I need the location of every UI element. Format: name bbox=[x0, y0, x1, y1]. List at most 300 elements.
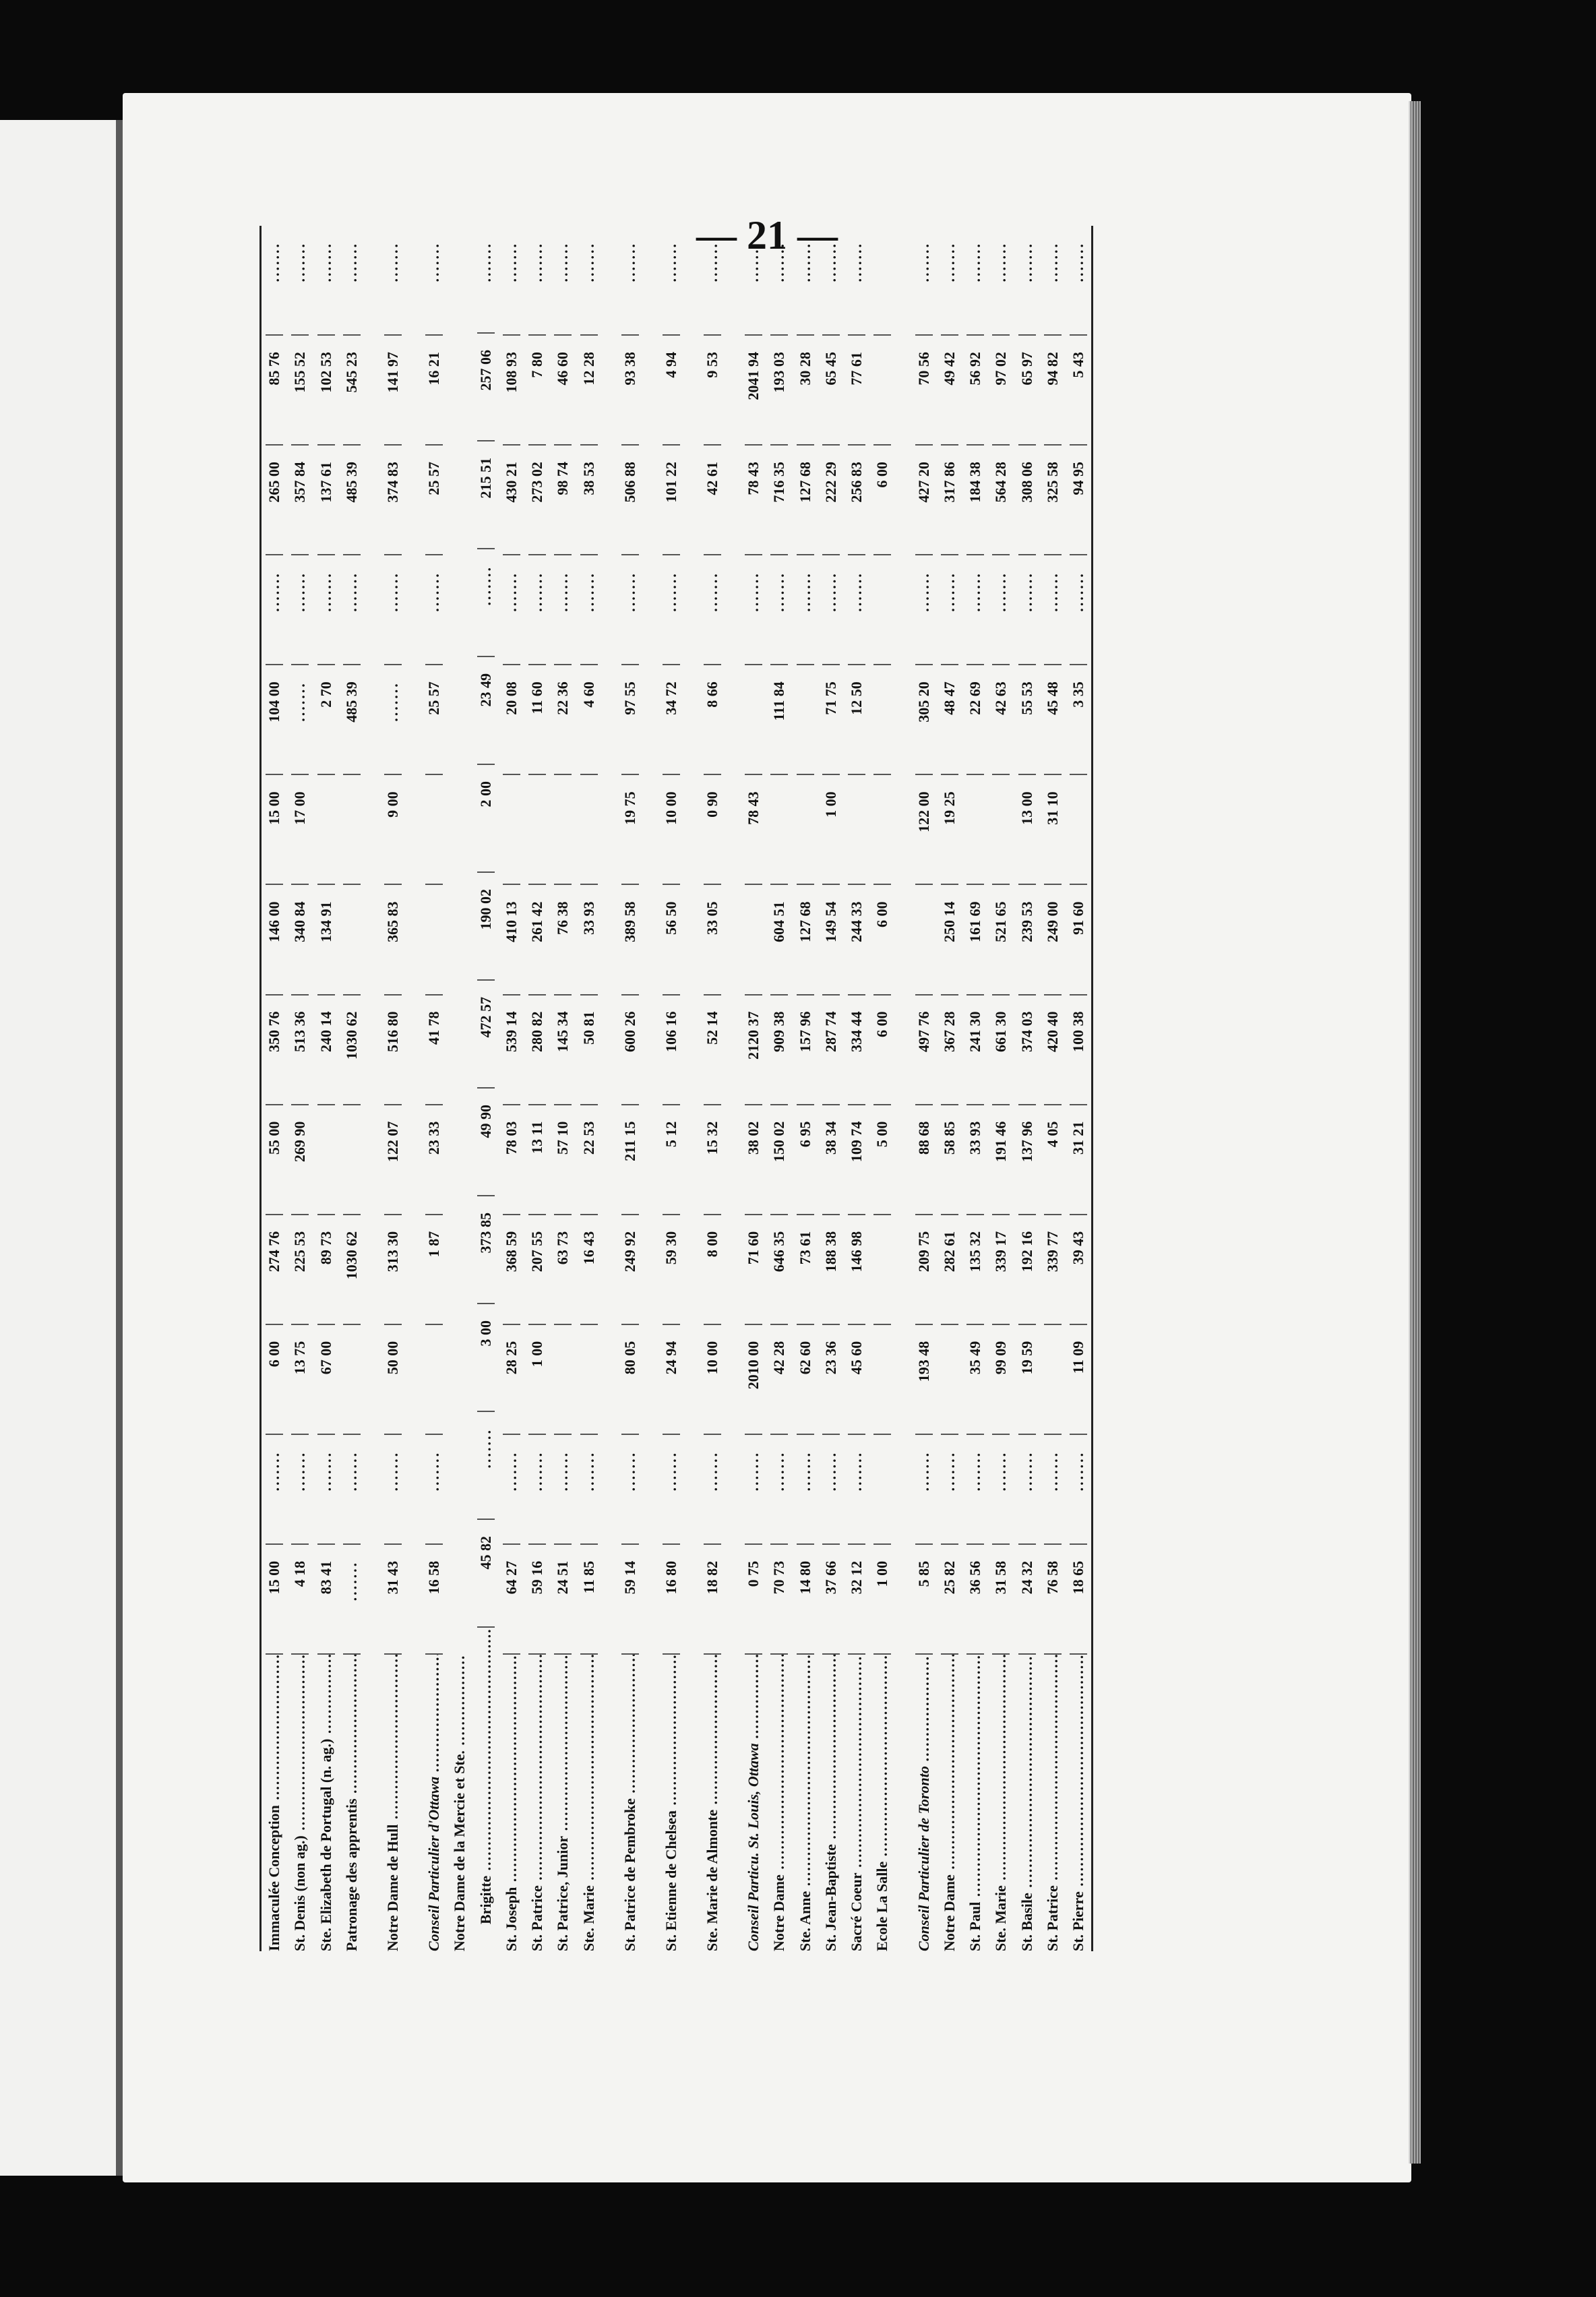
table-cell: 340 84 bbox=[291, 885, 309, 995]
table-cell bbox=[873, 1325, 891, 1435]
table-cell: 8 66 bbox=[704, 665, 721, 775]
table-cell bbox=[966, 555, 984, 665]
table-cell bbox=[384, 226, 402, 336]
table-cell bbox=[317, 1105, 335, 1215]
table-cell: 149 54 bbox=[822, 885, 840, 995]
table-cell bbox=[503, 1435, 520, 1545]
table-cell: 357 84 bbox=[291, 446, 309, 555]
row-cells bbox=[317, 226, 335, 1655]
table-cell: 56 50 bbox=[663, 885, 680, 995]
table-cell bbox=[384, 1435, 402, 1545]
table-cell: 13 11 bbox=[528, 1105, 546, 1215]
table-cell: 33 93 bbox=[966, 1105, 984, 1215]
table-cell: 6 00 bbox=[873, 446, 891, 555]
table-cell bbox=[745, 1435, 762, 1545]
table-cell: 63 73 bbox=[554, 1215, 572, 1325]
table-cell: 73 61 bbox=[797, 1215, 814, 1325]
table-cell bbox=[266, 1435, 283, 1545]
table-cell: 41 78 bbox=[425, 996, 443, 1105]
table-row bbox=[1014, 226, 1039, 1951]
table-cell: 367 28 bbox=[941, 996, 958, 1105]
table-cell bbox=[477, 226, 495, 334]
row-label: Notre Dame de Hull ..... bbox=[384, 1655, 402, 1951]
row-label: Ecole La Salle ..... bbox=[873, 1655, 891, 1951]
table-cell bbox=[317, 1435, 335, 1545]
table-row bbox=[658, 226, 684, 1951]
table-cell bbox=[1018, 226, 1036, 336]
table-cell: 430 21 bbox=[503, 446, 520, 555]
table-cell: 45 60 bbox=[848, 1325, 865, 1435]
table-cell bbox=[291, 665, 309, 775]
table-cell: 193 48 bbox=[915, 1325, 933, 1435]
table-cell: 145 34 bbox=[554, 996, 572, 1105]
table-cell: 222 29 bbox=[822, 446, 840, 555]
table-cell: 0 75 bbox=[745, 1545, 762, 1655]
table-cell: 150 02 bbox=[770, 1105, 788, 1215]
table-cell bbox=[266, 226, 283, 336]
row-label: St. Denis (non ag.) ..... bbox=[291, 1655, 309, 1951]
table-row bbox=[380, 226, 406, 1951]
table-cell: 16 21 bbox=[425, 336, 443, 446]
table-row bbox=[766, 226, 792, 1951]
table-cell: 38 34 bbox=[822, 1105, 840, 1215]
row-label: Ste. Marie ..... bbox=[580, 1655, 598, 1951]
table-cell bbox=[873, 226, 891, 336]
table-cell: 9 53 bbox=[704, 336, 721, 446]
table-cell bbox=[966, 226, 984, 336]
ledger-table bbox=[259, 226, 1136, 1951]
row-cells bbox=[1018, 226, 1036, 1655]
table-cell: 33 93 bbox=[580, 885, 598, 995]
table-cell bbox=[1044, 555, 1062, 665]
table-cell bbox=[343, 1105, 361, 1215]
table-cell: 2 70 bbox=[317, 665, 335, 775]
table-row bbox=[447, 226, 472, 1951]
table-cell: 274 76 bbox=[266, 1215, 283, 1325]
table-cell: 373 85 bbox=[477, 1196, 495, 1304]
row-cells bbox=[704, 226, 721, 1655]
row-label: St. Patrice ..... bbox=[528, 1655, 546, 1951]
table-cell: 485 39 bbox=[343, 665, 361, 775]
table-cell: 25 57 bbox=[425, 446, 443, 555]
row-cells bbox=[528, 226, 546, 1655]
table-row bbox=[1040, 226, 1066, 1951]
table-cell bbox=[291, 555, 309, 665]
table-cell bbox=[992, 226, 1010, 336]
table-cell: 19 25 bbox=[941, 775, 958, 885]
table-cell bbox=[745, 226, 762, 336]
table-cell: 325 58 bbox=[1044, 446, 1062, 555]
table-cell bbox=[663, 1435, 680, 1545]
row-label: St. Patrice, Junior ..... bbox=[554, 1655, 572, 1951]
table-cell bbox=[1018, 1435, 1036, 1545]
table-cell bbox=[554, 226, 572, 336]
table-cell: 111 84 bbox=[770, 665, 788, 775]
facing-page-edge bbox=[0, 120, 123, 2176]
table-cell: 141 97 bbox=[384, 336, 402, 446]
table-cell: 1 00 bbox=[873, 1545, 891, 1655]
table-cell: 71 60 bbox=[745, 1215, 762, 1325]
table-row bbox=[937, 226, 962, 1951]
table-cell: 23 36 bbox=[822, 1325, 840, 1435]
table-cell bbox=[425, 226, 443, 336]
table-cell: 42 28 bbox=[770, 1325, 788, 1435]
table-cell bbox=[770, 555, 788, 665]
table-cell: 13 00 bbox=[1018, 775, 1036, 885]
row-cells bbox=[554, 226, 572, 1655]
table-cell bbox=[745, 665, 762, 775]
table-cell: 49 42 bbox=[941, 336, 958, 446]
table-cell: 137 96 bbox=[1018, 1105, 1036, 1215]
table-cell: 99 09 bbox=[992, 1325, 1010, 1435]
table-cell: 161 69 bbox=[966, 885, 984, 995]
table-cell: 190 02 bbox=[477, 873, 495, 981]
table-cell: 94 95 bbox=[1070, 446, 1087, 555]
table-cell: 42 63 bbox=[992, 665, 1010, 775]
table-cell: 56 92 bbox=[966, 336, 984, 446]
table-cell: 365 83 bbox=[384, 885, 402, 995]
table-cell: 15 00 bbox=[266, 1545, 283, 1655]
table-cell bbox=[317, 226, 335, 336]
table-cell: 261 42 bbox=[528, 885, 546, 995]
table-cell: 57 10 bbox=[554, 1105, 572, 1215]
row-cells bbox=[966, 226, 984, 1655]
table-cell bbox=[580, 555, 598, 665]
table-cell: 71 75 bbox=[822, 665, 840, 775]
table-row bbox=[911, 226, 936, 1951]
table-cell bbox=[1070, 775, 1087, 885]
table-cell bbox=[848, 775, 865, 885]
table-cell: 49 90 bbox=[477, 1089, 495, 1196]
table-cell: 3 35 bbox=[1070, 665, 1087, 775]
row-label: St. Patrice ..... bbox=[1044, 1655, 1062, 1951]
table-row bbox=[576, 226, 601, 1951]
table-cell: 70 73 bbox=[770, 1545, 788, 1655]
row-label: Ste. Marie de Almonte ..... bbox=[704, 1655, 721, 1951]
table-cell bbox=[621, 1435, 639, 1545]
table-cell bbox=[848, 226, 865, 336]
table-cell bbox=[797, 665, 814, 775]
table-cell: 334 44 bbox=[848, 996, 865, 1105]
table-cell: 23 49 bbox=[477, 657, 495, 765]
table-cell: 497 76 bbox=[915, 996, 933, 1105]
row-cells bbox=[291, 226, 309, 1655]
row-label: Notre Dame ..... bbox=[770, 1655, 788, 1951]
table-cell: 146 98 bbox=[848, 1215, 865, 1325]
table-cell: 76 38 bbox=[554, 885, 572, 995]
table-cell: 38 02 bbox=[745, 1105, 762, 1215]
table-cell: 17 00 bbox=[291, 775, 309, 885]
table-cell: 521 65 bbox=[992, 885, 1010, 995]
table-row bbox=[550, 226, 576, 1951]
table-cell bbox=[580, 1325, 598, 1435]
table-cell: 100 38 bbox=[1070, 996, 1087, 1105]
table-cell: 50 00 bbox=[384, 1325, 402, 1435]
table-cell: 410 13 bbox=[503, 885, 520, 995]
table-cell bbox=[941, 226, 958, 336]
table-cell bbox=[915, 555, 933, 665]
row-cells bbox=[503, 226, 520, 1655]
table-cell: 6 00 bbox=[873, 885, 891, 995]
table-cell: 0 90 bbox=[704, 775, 721, 885]
table-cell: 191 46 bbox=[992, 1105, 1010, 1215]
table-cell: 109 74 bbox=[848, 1105, 865, 1215]
table-cell bbox=[528, 775, 546, 885]
table-row bbox=[473, 226, 499, 1951]
table-cell: 6 00 bbox=[873, 996, 891, 1105]
table-cell: 273 02 bbox=[528, 446, 546, 555]
table-cell: 22 69 bbox=[966, 665, 984, 775]
table-cell: 85 76 bbox=[266, 336, 283, 446]
table-cell bbox=[745, 555, 762, 665]
table-cell: 188 38 bbox=[822, 1215, 840, 1325]
table-cell: 20 08 bbox=[503, 665, 520, 775]
table-cell bbox=[797, 1435, 814, 1545]
table-cell: 31 10 bbox=[1044, 775, 1062, 885]
table-cell: 127 68 bbox=[797, 446, 814, 555]
table-cell: 1 87 bbox=[425, 1215, 443, 1325]
table-cell: 545 23 bbox=[343, 336, 361, 446]
table-cell: 89 73 bbox=[317, 1215, 335, 1325]
table-cell: 59 14 bbox=[621, 1545, 639, 1655]
table-cell bbox=[266, 555, 283, 665]
table-cell: 91 60 bbox=[1070, 885, 1087, 995]
table-cell: 55 53 bbox=[1018, 665, 1036, 775]
table-cell: 257 06 bbox=[477, 334, 495, 441]
table-cell: 13 75 bbox=[291, 1325, 309, 1435]
table-cell bbox=[425, 1435, 443, 1545]
table-cell bbox=[343, 775, 361, 885]
row-label: Ste. Elizabeth de Portugal (n. ag.) ..... bbox=[317, 1655, 335, 1951]
table-cell: 33 05 bbox=[704, 885, 721, 995]
table-cell bbox=[1070, 1435, 1087, 1545]
table-cell: 62 60 bbox=[797, 1325, 814, 1435]
table-cell: 31 43 bbox=[384, 1545, 402, 1655]
table-cell: 8 00 bbox=[704, 1215, 721, 1325]
row-label: St. Jean-Baptiste ..... bbox=[822, 1655, 840, 1951]
row-cells bbox=[822, 226, 840, 1655]
table-cell: 50 81 bbox=[580, 996, 598, 1105]
table-cell: 211 15 bbox=[621, 1105, 639, 1215]
table-cell: 36 56 bbox=[966, 1545, 984, 1655]
row-label: Notre Dame de la Mercie et Ste. ..... bbox=[451, 1655, 468, 1951]
table-cell bbox=[580, 775, 598, 885]
table-cell bbox=[822, 1435, 840, 1545]
table-cell: 420 40 bbox=[1044, 996, 1062, 1105]
row-label: St. Patrice de Pembroke ..... bbox=[621, 1655, 639, 1951]
row-cells bbox=[745, 226, 762, 1655]
table-cell: 12 50 bbox=[848, 665, 865, 775]
table-cell: 76 58 bbox=[1044, 1545, 1062, 1655]
row-cells bbox=[425, 226, 443, 1655]
table-cell bbox=[745, 885, 762, 995]
table-cell bbox=[477, 1412, 495, 1520]
table-cell: 78 03 bbox=[503, 1105, 520, 1215]
row-cells bbox=[1044, 226, 1062, 1655]
table-cell bbox=[704, 555, 721, 665]
table-row bbox=[962, 226, 988, 1951]
table-cell: 18 82 bbox=[704, 1545, 721, 1655]
table-cell: 646 35 bbox=[770, 1215, 788, 1325]
table-cell bbox=[992, 555, 1010, 665]
page-number: — 21 — bbox=[696, 213, 838, 257]
row-cells bbox=[343, 226, 361, 1655]
table-cell bbox=[425, 555, 443, 665]
table-cell bbox=[317, 555, 335, 665]
table-cell: 39 43 bbox=[1070, 1215, 1087, 1325]
table-cell bbox=[873, 336, 891, 446]
table-cell: 94 82 bbox=[1044, 336, 1062, 446]
table-cell: 37 66 bbox=[822, 1545, 840, 1655]
row-cells bbox=[770, 226, 788, 1655]
table-cell bbox=[1044, 1435, 1062, 1545]
table-cell: 389 58 bbox=[621, 885, 639, 995]
row-label: Immaculée Conception ..... bbox=[266, 1655, 283, 1951]
table-cell bbox=[873, 1215, 891, 1325]
table-cell: 108 93 bbox=[503, 336, 520, 446]
table-row bbox=[313, 226, 338, 1951]
table-cell: 19 59 bbox=[1018, 1325, 1036, 1435]
table-cell: 193 03 bbox=[770, 336, 788, 446]
row-cells bbox=[915, 226, 933, 1655]
row-cells bbox=[873, 226, 891, 1655]
table-cell bbox=[384, 665, 402, 775]
table-row bbox=[421, 226, 447, 1951]
table-row bbox=[844, 226, 869, 1951]
row-label: St. Basile ..... bbox=[1018, 1655, 1036, 1951]
table-cell: 155 52 bbox=[291, 336, 309, 446]
table-cell: 1030 62 bbox=[343, 1215, 361, 1325]
table-cell bbox=[992, 1435, 1010, 1545]
row-label: Patronage des apprentis ..... bbox=[343, 1655, 361, 1951]
table-cell: 374 03 bbox=[1018, 996, 1036, 1105]
table-cell bbox=[317, 775, 335, 885]
table-cell: 513 36 bbox=[291, 996, 309, 1105]
table-cell: 6 95 bbox=[797, 1105, 814, 1215]
table-cell: 24 51 bbox=[554, 1545, 572, 1655]
table-cell: 97 55 bbox=[621, 665, 639, 775]
table-cell: 308 06 bbox=[1018, 446, 1036, 555]
table-cell: 30 28 bbox=[797, 336, 814, 446]
table-cell: 5 43 bbox=[1070, 336, 1087, 446]
table-cell: 59 30 bbox=[663, 1215, 680, 1325]
table-cell bbox=[343, 226, 361, 336]
row-label: Conseil Particulier d'Ottawa ..... bbox=[425, 1655, 443, 1951]
table-cell bbox=[770, 226, 788, 336]
table-cell: 1030 62 bbox=[343, 996, 361, 1105]
table-cell: 350 76 bbox=[266, 996, 283, 1105]
table-row bbox=[499, 226, 524, 1951]
row-cells bbox=[580, 226, 598, 1655]
table-cell: 93 38 bbox=[621, 336, 639, 446]
table-cell bbox=[343, 1435, 361, 1545]
table-cell: 65 97 bbox=[1018, 336, 1036, 446]
table-cell: 472 57 bbox=[477, 981, 495, 1089]
table-cell: 78 43 bbox=[745, 446, 762, 555]
table-cell: 15 32 bbox=[704, 1105, 721, 1215]
table-cell: 25 82 bbox=[941, 1545, 958, 1655]
table-cell: 506 88 bbox=[621, 446, 639, 555]
table-cell: 1 00 bbox=[528, 1325, 546, 1435]
table-cell: 1 00 bbox=[822, 775, 840, 885]
row-label: Conseil Particulier de Toronto ..... bbox=[915, 1655, 933, 1951]
table-cell bbox=[1070, 555, 1087, 665]
table-cell bbox=[554, 1435, 572, 1545]
table-cell bbox=[848, 555, 865, 665]
table-cell: 38 53 bbox=[580, 446, 598, 555]
table-cell bbox=[528, 1435, 546, 1545]
table-cell bbox=[343, 1545, 361, 1655]
table-cell: 256 83 bbox=[848, 446, 865, 555]
table-row bbox=[524, 226, 550, 1951]
table-row bbox=[869, 226, 895, 1951]
table-cell: 339 17 bbox=[992, 1215, 1010, 1325]
row-cells bbox=[266, 226, 283, 1655]
table-cell bbox=[291, 1435, 309, 1545]
table-cell bbox=[822, 555, 840, 665]
table-cell bbox=[770, 775, 788, 885]
table-cell: 11 60 bbox=[528, 665, 546, 775]
table-cell: 600 26 bbox=[621, 996, 639, 1105]
table-cell: 909 38 bbox=[770, 996, 788, 1105]
row-cells bbox=[992, 226, 1010, 1655]
table-cell: 6 00 bbox=[266, 1325, 283, 1435]
table-cell: 2 00 bbox=[477, 765, 495, 873]
table-cell bbox=[343, 555, 361, 665]
table-cell bbox=[873, 1435, 891, 1545]
table-cell: 305 20 bbox=[915, 665, 933, 775]
row-label: St. Joseph ..... bbox=[503, 1655, 520, 1951]
table-cell: 58 85 bbox=[941, 1105, 958, 1215]
table-row bbox=[287, 226, 313, 1951]
table-cell: 368 59 bbox=[503, 1215, 520, 1325]
table-cell: 106 16 bbox=[663, 996, 680, 1105]
ledger-rows bbox=[259, 226, 1093, 1951]
table-cell: 42 61 bbox=[704, 446, 721, 555]
row-label: St. Pierre ..... bbox=[1070, 1655, 1087, 1951]
row-label: Notre Dame ..... bbox=[941, 1655, 958, 1951]
table-cell: 78 43 bbox=[745, 775, 762, 885]
table-cell: 59 16 bbox=[528, 1545, 546, 1655]
table-cell: 9 00 bbox=[384, 775, 402, 885]
table-cell: 4 94 bbox=[663, 336, 680, 446]
table-cell bbox=[291, 226, 309, 336]
table-cell: 104 00 bbox=[266, 665, 283, 775]
table-cell: 250 14 bbox=[941, 885, 958, 995]
table-cell: 249 92 bbox=[621, 1215, 639, 1325]
table-cell bbox=[663, 226, 680, 336]
table-cell: 15 00 bbox=[266, 775, 283, 885]
table-cell: 16 58 bbox=[425, 1545, 443, 1655]
table-cell: 122 00 bbox=[915, 775, 933, 885]
table-cell: 97 02 bbox=[992, 336, 1010, 446]
table-cell: 192 16 bbox=[1018, 1215, 1036, 1325]
table-cell: 2120 37 bbox=[745, 996, 762, 1105]
table-row bbox=[617, 226, 643, 1951]
table-cell bbox=[621, 555, 639, 665]
table-row bbox=[741, 226, 766, 1951]
table-cell bbox=[343, 885, 361, 995]
table-cell: 209 75 bbox=[915, 1215, 933, 1325]
table-cell: 244 33 bbox=[848, 885, 865, 995]
table-cell bbox=[1070, 226, 1087, 336]
table-cell: 31 58 bbox=[992, 1545, 1010, 1655]
table-cell: 4 60 bbox=[580, 665, 598, 775]
table-cell: 45 48 bbox=[1044, 665, 1062, 775]
table-cell: 339 77 bbox=[1044, 1215, 1062, 1325]
table-cell bbox=[1018, 555, 1036, 665]
table-cell: 280 82 bbox=[528, 996, 546, 1105]
